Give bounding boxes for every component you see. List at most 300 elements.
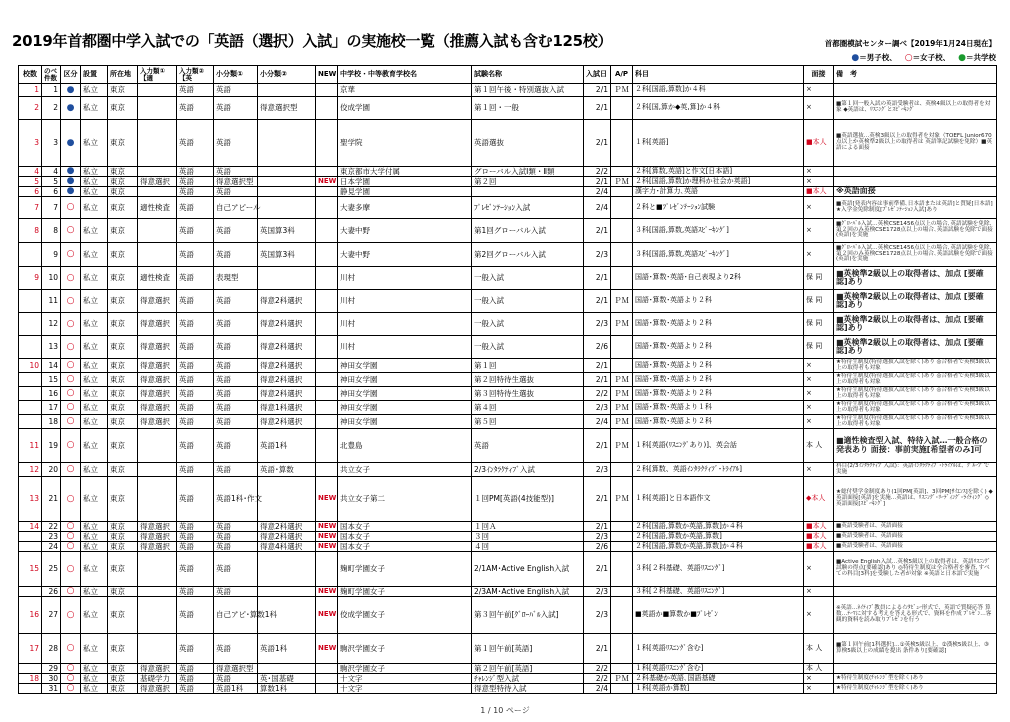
cell-c2: 英語: [177, 477, 214, 522]
cell-new: NEW: [316, 522, 338, 532]
cell-exam: 得意型特待入試: [472, 684, 584, 694]
girls-school-icon: ○: [61, 463, 81, 477]
cell-loc: 東京: [108, 243, 138, 267]
cell-men: ×: [804, 387, 834, 401]
cell-s1: 自己アピール: [214, 197, 258, 219]
cell-c2: 英語: [177, 664, 214, 674]
cell-date: 2/1: [584, 373, 611, 387]
cell-subj: 国語･算数･英語･自己表現より2科: [633, 267, 804, 290]
cell-men: ■本人: [804, 187, 834, 197]
cell-loc: 東京: [108, 177, 138, 187]
cell-c2: 英語: [177, 634, 214, 664]
cell-men: ×: [804, 373, 834, 387]
legend-symbol-icon: ●: [851, 53, 860, 63]
cell-ap: [611, 197, 633, 219]
cell-school: 神田女学園: [338, 373, 472, 387]
cell-exam: グローバル入試Ⅰ類・Ⅱ類: [472, 167, 584, 177]
girls-school-icon: ○: [61, 634, 81, 664]
cell-s2: [258, 187, 316, 197]
cell-subj: ２科[国語,算数]か理科か社会か英語]: [633, 177, 804, 187]
cell-subj: ２科[国語,算数]か４科: [633, 84, 804, 97]
cell-s1: 英語: [214, 313, 258, 336]
cell-date: 2/2: [584, 167, 611, 177]
cell-note: ■ｸﾞﾛｰﾊﾞﾙ入試…英検CSE1456点以上の場合､英語試験を免除､第２回のみ英検CSE1728点以上の場合､英語試験を免除で面接(英語)を実施: [834, 243, 997, 267]
column-header: 科目: [633, 66, 804, 84]
cell-new: [316, 684, 338, 694]
cell-exam: 第２回: [472, 177, 584, 187]
cell-c1: 得意選択: [138, 415, 177, 429]
table-row: [19, 463, 997, 477]
cell-n: 11: [42, 290, 61, 313]
cell-s1: 英語: [214, 387, 258, 401]
cell-loc: 東京: [108, 674, 138, 684]
cell-idx: [19, 684, 42, 694]
cell-s1: 英語: [214, 359, 258, 373]
cell-note: 科目(2/3ｲﾝﾀﾗｸﾃｨﾌﾞ入試)：英語ｲﾝﾀﾗｸﾃｨﾌﾞ･ﾄﾗｲｱﾙは、ｸﾞﾙｰﾌﾟで実施: [834, 463, 997, 477]
cell-set: 私立: [81, 674, 108, 684]
cell-c1: [138, 219, 177, 243]
girls-school-icon: ○: [61, 290, 81, 313]
cell-new: NEW: [316, 532, 338, 542]
cell-s1: 英語: [214, 84, 258, 97]
cell-exam: １回PM[英語(4技能型)]: [472, 477, 584, 522]
cell-note: ■英語受験者は、英語面接: [834, 532, 997, 542]
cell-idx: 7: [19, 197, 42, 219]
cell-new: [316, 552, 338, 587]
cell-date: 2/1: [584, 177, 611, 187]
cell-s1: 英語: [214, 552, 258, 587]
girls-school-icon: ○: [61, 542, 81, 552]
cell-n: 26: [42, 587, 61, 597]
cell-set: 私立: [81, 597, 108, 634]
legend-symbol-icon: ○: [904, 53, 913, 63]
cell-date: 2/3: [584, 463, 611, 477]
cell-c1: 得意選択: [138, 359, 177, 373]
cell-c1: 得意選択: [138, 532, 177, 542]
cell-c1: [138, 84, 177, 97]
girls-school-icon: ○: [61, 477, 81, 522]
girls-school-icon: ○: [61, 197, 81, 219]
cell-exam: 第1回グローバル入試: [472, 219, 584, 243]
cell-s2: [258, 197, 316, 219]
cell-loc: 東京: [108, 120, 138, 167]
cell-set: 私立: [81, 290, 108, 313]
cell-s2: 算数1科: [258, 684, 316, 694]
cell-exam: ﾁｬﾚﾝｼﾞ型入試: [472, 674, 584, 684]
cell-school: 京華: [338, 84, 472, 97]
cell-school: 国本女子: [338, 542, 472, 552]
cell-date: 2/4: [584, 415, 611, 429]
cell-loc: 東京: [108, 373, 138, 387]
table-row: [19, 313, 997, 336]
cell-men: ■本人: [804, 522, 834, 532]
cell-c2: 英語: [177, 313, 214, 336]
cell-n: 27: [42, 597, 61, 634]
cell-idx: [19, 313, 42, 336]
table-row: [19, 219, 997, 243]
cell-subj: 国語･算数･英語より２科: [633, 336, 804, 359]
table-row: [19, 290, 997, 313]
cell-loc: 東京: [108, 477, 138, 522]
cell-loc: 東京: [108, 84, 138, 97]
cell-n: 7: [42, 197, 61, 219]
cell-school: 十文字: [338, 674, 472, 684]
cell-set: 私立: [81, 477, 108, 522]
cell-school: 国本女子: [338, 532, 472, 542]
cell-idx: 17: [19, 634, 42, 664]
table-row: [19, 197, 997, 219]
cell-n: 17: [42, 401, 61, 415]
cell-ap: [611, 532, 633, 542]
cell-c2: 英語: [177, 290, 214, 313]
cell-subj: ２科[算数,英語]と作文[日本語]: [633, 167, 804, 177]
cell-s1: 英語: [214, 532, 258, 542]
cell-set: 私立: [81, 634, 108, 664]
cell-exam: 一般入試: [472, 313, 584, 336]
cell-n: 6: [42, 187, 61, 197]
legend: [851, 52, 996, 63]
cell-ap: [611, 542, 633, 552]
column-header: 所在地: [108, 66, 138, 84]
cell-s2: 得意1科選択: [258, 401, 316, 415]
page-number: 1 / 10 ページ: [480, 706, 530, 715]
cell-men: ×: [804, 684, 834, 694]
cell-s1: 英語: [214, 373, 258, 387]
table-row: [19, 167, 997, 177]
cell-s1: 英語: [214, 336, 258, 359]
cell-idx: [19, 415, 42, 429]
cell-s1: 英語: [214, 167, 258, 177]
cell-new: [316, 387, 338, 401]
cell-school: 静見学園: [338, 187, 472, 197]
cell-idx: 1: [19, 84, 42, 97]
cell-s2: 得意2科選択: [258, 290, 316, 313]
cell-school: 神田女学園: [338, 359, 472, 373]
cell-n: 23: [42, 532, 61, 542]
cell-men: ×: [804, 597, 834, 634]
cell-note: ★特待生制度(ﾁｬﾚﾝｼﾞ型を除く)あり: [834, 684, 997, 694]
cell-date: 2/2: [584, 674, 611, 684]
cell-idx: 3: [19, 120, 42, 167]
cell-men: ×: [804, 674, 834, 684]
cell-set: 私立: [81, 387, 108, 401]
cell-n: 20: [42, 463, 61, 477]
cell-c2: 英語: [177, 84, 214, 97]
girls-school-icon: ○: [61, 429, 81, 463]
cell-date: 2/6: [584, 336, 611, 359]
cell-men: 保 同: [804, 267, 834, 290]
cell-set: 私立: [81, 684, 108, 694]
cell-c1: [138, 597, 177, 634]
cell-ap: ＰＭ: [611, 313, 633, 336]
cell-ap: ＰＭ: [611, 477, 633, 522]
cell-set: 私立: [81, 167, 108, 177]
cell-loc: 東京: [108, 542, 138, 552]
cell-set: 私立: [81, 522, 108, 532]
cell-exam: 第２回特待生選抜: [472, 373, 584, 387]
cell-idx: 5: [19, 177, 42, 187]
cell-loc: 東京: [108, 429, 138, 463]
cell-s2: 得意選択型: [258, 97, 316, 120]
cell-set: 私立: [81, 97, 108, 120]
cell-note: ■英検準2級以上の取得者は、加点 [要確認]あり: [834, 313, 997, 336]
cell-s1: 英語: [214, 587, 258, 597]
cell-school: 北豊島: [338, 429, 472, 463]
cell-note: ★特待生制度(特待選抜入試を除く)あり ◎合格者で英検3級以上の取得者も対象: [834, 387, 997, 401]
cell-new: [316, 664, 338, 674]
cell-new: NEW: [316, 177, 338, 187]
cell-new: NEW: [316, 542, 338, 552]
cell-c1: 得意選択: [138, 290, 177, 313]
girls-school-icon: ○: [61, 336, 81, 359]
girls-school-icon: ○: [61, 522, 81, 532]
cell-school: 共立女子第二: [338, 477, 472, 522]
cell-subj: ３科[２科基礎、英語ﾘｽﾆﾝｸﾞ]: [633, 552, 804, 587]
cell-n: 29: [42, 664, 61, 674]
table-row: [19, 373, 997, 387]
cell-idx: 10: [19, 359, 42, 373]
boys-school-icon: ●: [61, 167, 81, 177]
cell-ap: [611, 522, 633, 532]
cell-n: 15: [42, 373, 61, 387]
cell-note: [834, 664, 997, 674]
cell-n: 21: [42, 477, 61, 522]
cell-men: ■本人: [804, 532, 834, 542]
cell-new: [316, 219, 338, 243]
cell-school: 神田女学園: [338, 387, 472, 401]
cell-new: [316, 97, 338, 120]
cell-idx: 14: [19, 522, 42, 532]
cell-c1: 適性検査: [138, 197, 177, 219]
cell-ap: ＰＭ: [611, 177, 633, 187]
cell-school: 国本女子: [338, 522, 472, 532]
header-row: [19, 66, 997, 84]
column-header: NEW: [316, 66, 338, 84]
cell-c1: 得意選択: [138, 401, 177, 415]
cell-s1: 英語1科: [214, 684, 258, 694]
cell-school: 川村: [338, 336, 472, 359]
cell-idx: [19, 387, 42, 401]
cell-c1: [138, 552, 177, 587]
cell-men: 保 同: [804, 336, 834, 359]
cell-men: ■本人: [804, 542, 834, 552]
cell-subj: ２科[国語,算数か英語,算数]か４科: [633, 522, 804, 532]
cell-s2: 得意2科選択: [258, 313, 316, 336]
cell-c2: 英語: [177, 177, 214, 187]
cell-c1: [138, 120, 177, 167]
cell-date: 2/1: [584, 219, 611, 243]
cell-c1: [138, 187, 177, 197]
cell-c1: [138, 243, 177, 267]
cell-n: 8: [42, 219, 61, 243]
cell-date: 2/1: [584, 267, 611, 290]
cell-ap: [611, 664, 633, 674]
column-header: A/P: [611, 66, 633, 84]
cell-school: 佼成学園: [338, 97, 472, 120]
cell-s1: 英語: [214, 542, 258, 552]
cell-c1: [138, 167, 177, 177]
cell-c2: 英語: [177, 187, 214, 197]
cell-date: 2/1: [584, 634, 611, 664]
legend-label: ＝共学校: [966, 53, 996, 62]
boys-school-icon: ●: [61, 84, 81, 97]
cell-set: 私立: [81, 359, 108, 373]
cell-date: 2/1: [584, 552, 611, 587]
page-title: 2019年首都圏中学入試での「英語（選択）入試」の実施校一覧（推薦入試も含む125校）: [12, 32, 613, 50]
cell-set: 私立: [81, 84, 108, 97]
cell-subj: 漢字力･計算力､英語: [633, 187, 804, 197]
cell-c1: 得意選択: [138, 387, 177, 401]
cell-set: 私立: [81, 120, 108, 167]
cell-subj: １科[英語ﾘｽﾆﾝｸﾞ含む]: [633, 664, 804, 674]
cell-c2: 英語: [177, 429, 214, 463]
cell-exam: 第５回: [472, 415, 584, 429]
cell-idx: 13: [19, 477, 42, 522]
cell-note: ■英語[発表内容は事前準備､日本語または英語]と質疑[日本語] ★入学金免除制度[ﾌﾟﾚｾﾞﾝﾃｰｼｮﾝ入試]あり: [834, 197, 997, 219]
column-header: 試験名称: [472, 66, 584, 84]
cell-exam: ﾌﾟﾚｾﾞﾝﾃｰｼｮﾝ入試: [472, 197, 584, 219]
boys-school-icon: ●: [61, 120, 81, 167]
girls-school-icon: ○: [61, 664, 81, 674]
cell-loc: 東京: [108, 197, 138, 219]
cell-set: 私立: [81, 463, 108, 477]
cell-subj: １科[英語ﾘｽﾆﾝｸﾞ含む]: [633, 634, 804, 664]
cell-note: ※英語面接: [834, 187, 997, 197]
cell-school: 大妻中野: [338, 243, 472, 267]
cell-s2: [258, 84, 316, 97]
table-row: [19, 243, 997, 267]
cell-idx: 6: [19, 187, 42, 197]
cell-c1: 得意選択: [138, 336, 177, 359]
cell-note: ■Active English入試…英検5級以上の取得者は、英語ﾘｽﾆﾝｸﾞ試験の得点[要確認]あり ◎特待生制度は全合格者を審査､すべての科目[3科]を受験した者が対象 ※英語と日本語で実施: [834, 552, 997, 587]
cell-c2: 英語: [177, 387, 214, 401]
cell-date: 2/1: [584, 290, 611, 313]
cell-loc: 東京: [108, 587, 138, 597]
boys-school-icon: ●: [61, 97, 81, 120]
cell-c1: 基礎学力: [138, 674, 177, 684]
cell-men: ×: [804, 463, 834, 477]
girls-school-icon: ○: [61, 387, 81, 401]
cell-loc: 東京: [108, 415, 138, 429]
cell-idx: 18: [19, 674, 42, 684]
cell-n: 18: [42, 415, 61, 429]
cell-loc: 東京: [108, 187, 138, 197]
column-header: のべ件数: [42, 66, 61, 84]
cell-n: 2: [42, 97, 61, 120]
cell-date: 2/1: [584, 522, 611, 532]
cell-c1: [138, 97, 177, 120]
cell-c2: 英語: [177, 684, 214, 694]
table-row: [19, 84, 997, 97]
cell-men: ×: [804, 415, 834, 429]
cell-set: 私立: [81, 243, 108, 267]
cell-idx: [19, 532, 42, 542]
cell-subj: 国語･算数･英語より２科: [633, 359, 804, 373]
cell-subj: 国語･算数･英語より１科: [633, 401, 804, 415]
cell-date: 2/3: [584, 243, 611, 267]
cell-s2: 得意4科選択: [258, 542, 316, 552]
cell-s1: 得意選択型: [214, 664, 258, 674]
cell-school: 神田女学園: [338, 401, 472, 415]
table-row: [19, 177, 997, 187]
cell-s1: 英語: [214, 415, 258, 429]
girls-school-icon: ○: [61, 359, 81, 373]
cell-new: NEW: [316, 597, 338, 634]
cell-c1: [138, 587, 177, 597]
cell-loc: 東京: [108, 387, 138, 401]
cell-ap: [611, 243, 633, 267]
cell-set: 私立: [81, 401, 108, 415]
table-row: [19, 522, 997, 532]
cell-date: 2/1: [584, 84, 611, 97]
cell-n: 5: [42, 177, 61, 187]
cell-s2: 得意2科選択: [258, 373, 316, 387]
cell-s1: 得意選択型: [214, 177, 258, 187]
cell-n: 28: [42, 634, 61, 664]
cell-set: 私立: [81, 219, 108, 243]
cell-subj: ２科[国語,算数か英語,算数]か４科: [633, 542, 804, 552]
cell-new: [316, 359, 338, 373]
cell-exam: 第１回午後・特別選抜入試: [472, 84, 584, 97]
cell-men: 保 同: [804, 313, 834, 336]
column-header: 入力類①【適: [138, 66, 177, 84]
cell-ap: [611, 167, 633, 177]
cell-ap: [611, 120, 633, 167]
cell-school: 川村: [338, 313, 472, 336]
cell-ap: [611, 597, 633, 634]
cell-c2: 英語: [177, 373, 214, 387]
cell-ap: [611, 267, 633, 290]
column-header: 面接: [804, 66, 834, 84]
cell-s2: 得意2科選択: [258, 336, 316, 359]
cell-school: 川村: [338, 290, 472, 313]
cell-exam: １回Ａ: [472, 522, 584, 532]
cell-s2: [258, 587, 316, 597]
cell-exam: 2/3ｲﾝﾀﾗｸﾃｨﾌﾞ入試: [472, 463, 584, 477]
cell-s2: 英語1科: [258, 429, 316, 463]
cell-ap: ＰＭ: [611, 373, 633, 387]
cell-c1: 得意選択: [138, 177, 177, 187]
cell-c1: [138, 429, 177, 463]
cell-new: [316, 120, 338, 167]
cell-exam: 英語: [472, 429, 584, 463]
cell-loc: 東京: [108, 463, 138, 477]
cell-s1: 英語: [214, 243, 258, 267]
girls-school-icon: ○: [61, 532, 81, 542]
cell-school: 佼成学園女子: [338, 597, 472, 634]
cell-men: ×: [804, 219, 834, 243]
cell-note: ■ｸﾞﾛｰﾊﾞﾙ入試…英検CSE1456点以上の場合､英語試験を免除､第２回のみ英検CSE1728点以上の場合､英語試験を免除で面接(英語)を実施: [834, 219, 997, 243]
cell-loc: 東京: [108, 634, 138, 664]
cell-men: ◆本人: [804, 477, 834, 522]
cell-loc: 東京: [108, 684, 138, 694]
table-row: [19, 597, 997, 634]
cell-c2: 英語: [177, 552, 214, 587]
cell-ap: [611, 684, 633, 694]
cell-c2: 英語: [177, 532, 214, 542]
legend-item: [905, 52, 950, 63]
cell-idx: [19, 664, 42, 674]
cell-idx: 12: [19, 463, 42, 477]
table-row: [19, 542, 997, 552]
cell-exam: 第１回午前[英語]: [472, 634, 584, 664]
cell-c1: 得意選択: [138, 542, 177, 552]
cell-exam: 一般入試: [472, 336, 584, 359]
cell-date: 2/3: [584, 313, 611, 336]
cell-new: [316, 267, 338, 290]
table-row: [19, 187, 997, 197]
cell-c2: 英語: [177, 243, 214, 267]
